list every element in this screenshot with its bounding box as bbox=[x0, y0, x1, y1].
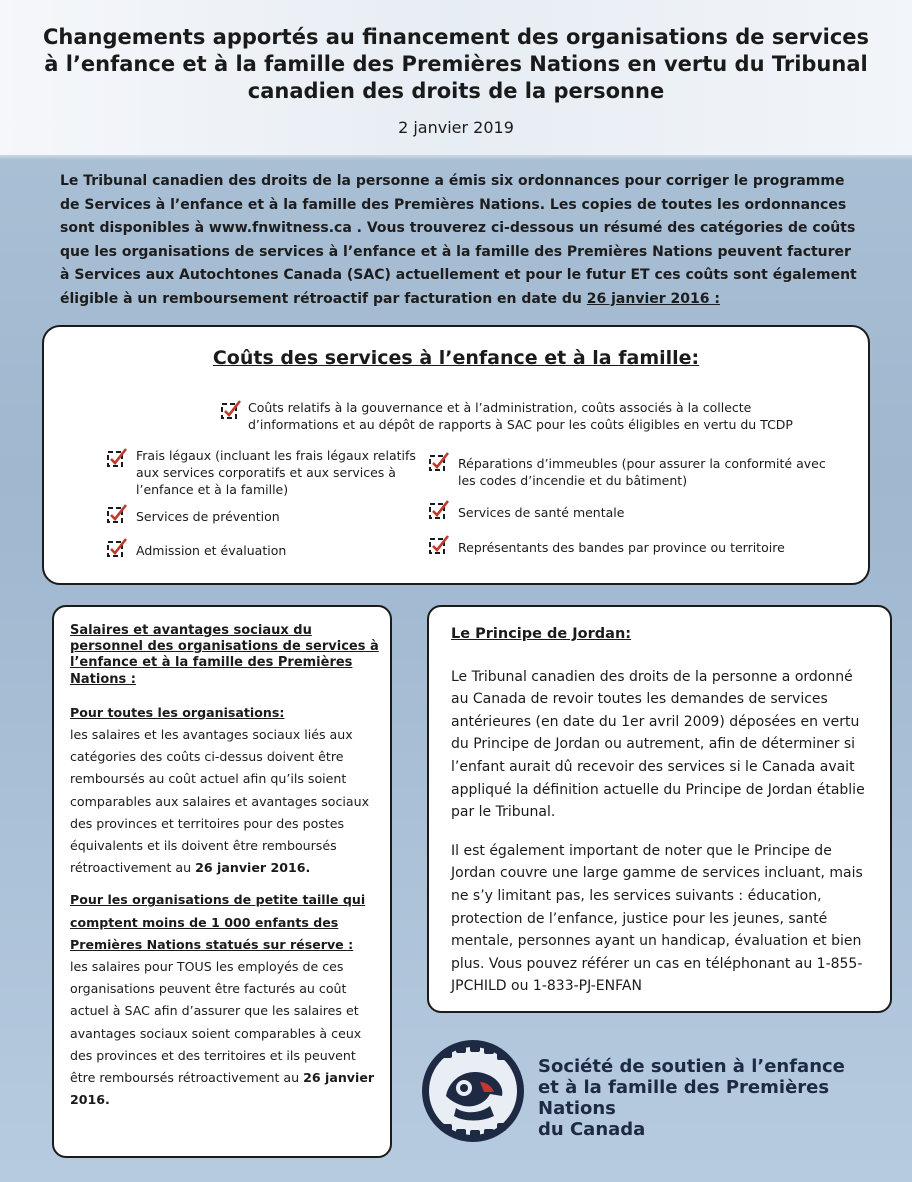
cost-item-text: Représentants des bandes par province ou territoire bbox=[458, 540, 785, 555]
salaries-paragraph-all bbox=[70, 724, 380, 879]
checkbox-checked-icon bbox=[106, 447, 128, 469]
salaries-subheading-small: Pour les organisations de petite taille qui comptent moins de 1 000 enfants des Premières Nations statués sur réserve : bbox=[70, 892, 366, 952]
checkbox-checked-icon bbox=[220, 399, 242, 421]
cost-item-text: Réparations d’immeubles (pour assurer la conformité avec les codes d’incendie et du bâtiment) bbox=[458, 456, 826, 488]
checkbox-checked-icon bbox=[106, 537, 128, 559]
cost-item-text: Services de prévention bbox=[136, 509, 280, 524]
cost-item-text: Admission et évaluation bbox=[136, 543, 287, 558]
intro-text: Le Tribunal canadien des droits de la personne a émis six ordonnances pour corriger le programme de Services à l’enfance et à la famille des Premières Nations. Les copies de toutes les ordonnances sont disponibles à www.fnwitness.ca . Vous trouverez ci-dessous un résumé des catégories de coûts que les organisations de services à l’enfance et à la famille des Premières Nations peuvent facturer à Services aux Autochtones Canada (SAC) actuellement et pour le futur ET ces coûts sont également éligible à un remboursement rétroactif par facturation en date du bbox=[60, 173, 857, 307]
organization-name-line: et à la famille des Premières Nations bbox=[538, 1077, 830, 1119]
checkbox-checked-icon bbox=[428, 451, 450, 473]
salaries-heading: Salaires et avantages sociaux du personnel des organisations de services à l’enfance et à la famille des Premières Nations : bbox=[70, 623, 379, 687]
salaries-box bbox=[52, 605, 392, 1158]
checkbox-checked-icon bbox=[428, 534, 450, 556]
jordan-paragraph-2: Il est également important de noter que le Principe de Jordan couvre une large gamme de services incluant, mais ne s’y limitant pas, les services suivants : éducation, protection de l’enfance, justice pour les jeunes, santé mentale, personnes ayant un handicap, évaluation et bien plus. Vous pouvez référer un cas en téléphonant au 1-855-JPCHILD ou 1-833-PJ-ENFAN bbox=[451, 842, 863, 995]
costs-title: Coûts des services à l’enfance et à la famille: bbox=[212, 347, 700, 369]
organization-name-line: du Canada bbox=[538, 1119, 646, 1140]
cost-item-governance bbox=[220, 399, 820, 439]
salaries-paragraph-small bbox=[70, 956, 380, 1111]
intro-paragraph bbox=[60, 170, 860, 312]
salaries-date: 26 janvier 2016. bbox=[70, 1070, 375, 1108]
costs-box bbox=[42, 325, 870, 585]
page-title: Changements apportés au financement des organisations de services à l’enfance et à la famille des Premières Nations en vertu du Tribunal canadien des droits de la personne bbox=[42, 25, 870, 103]
salaries-text: les salaires et les avantages sociaux liés aux catégories des coûts ci-dessus doivent être remboursés au coût actuel afin qu’ils soient comparables aux salaires et avantages sociaux des provinces et territoires pour des postes équivalents et ils doivent être remboursés rétroactivement au bbox=[70, 727, 370, 876]
cost-item-text: Coûts relatifs à la gouvernance et à l’administration, coûts associés à la collecte d’informations et au dépôt de rapports à SAC pour les coûts éligibles en vertu du TCDP bbox=[248, 400, 793, 432]
salaries-date: 26 janvier 2016. bbox=[195, 860, 311, 876]
cost-item-text: Frais légaux (incluant les frais légaux relatifs aux services corporatifs et aux services à l’enfance et à la famille) bbox=[136, 448, 416, 497]
page-date: 2 janvier 2019 bbox=[398, 118, 514, 137]
organization-logo-icon bbox=[420, 1038, 526, 1144]
organization-name bbox=[538, 1056, 878, 1140]
organization-name-line: Société de soutien à l’enfance bbox=[538, 1056, 845, 1077]
cost-item-text: Services de santé mentale bbox=[458, 505, 625, 520]
jordan-paragraph-1: Le Tribunal canadien des droits de la personne a ordonné au Canada de revoir toutes les demandes de services antérieures (en date du 1er avril 2009) déposées en vertu du Principe de Jordan ou autrement, afin de déterminer si l’enfant aurait dû recevoir des services si le Canada avait appliqué la définition actuelle du Principe de Jordan établie par le Tribunal. bbox=[451, 668, 865, 821]
jordan-box bbox=[427, 605, 892, 1013]
intro-date: 26 janvier 2016 : bbox=[586, 290, 720, 307]
checkbox-checked-icon bbox=[106, 503, 128, 525]
salaries-subheading-all: Pour toutes les organisations: bbox=[70, 704, 285, 720]
jordan-heading: Le Principe de Jordan: bbox=[451, 626, 632, 642]
salaries-text: les salaires pour TOUS les employés de ces organisations peuvent être facturés au coût actuel à SAC afin d’assurer que les salaires et avantages sociaux soient comparables à ceux des provinces et des territoires et ils peuvent être remboursés rétroactivement au bbox=[70, 959, 362, 1086]
checkbox-checked-icon bbox=[428, 499, 450, 521]
